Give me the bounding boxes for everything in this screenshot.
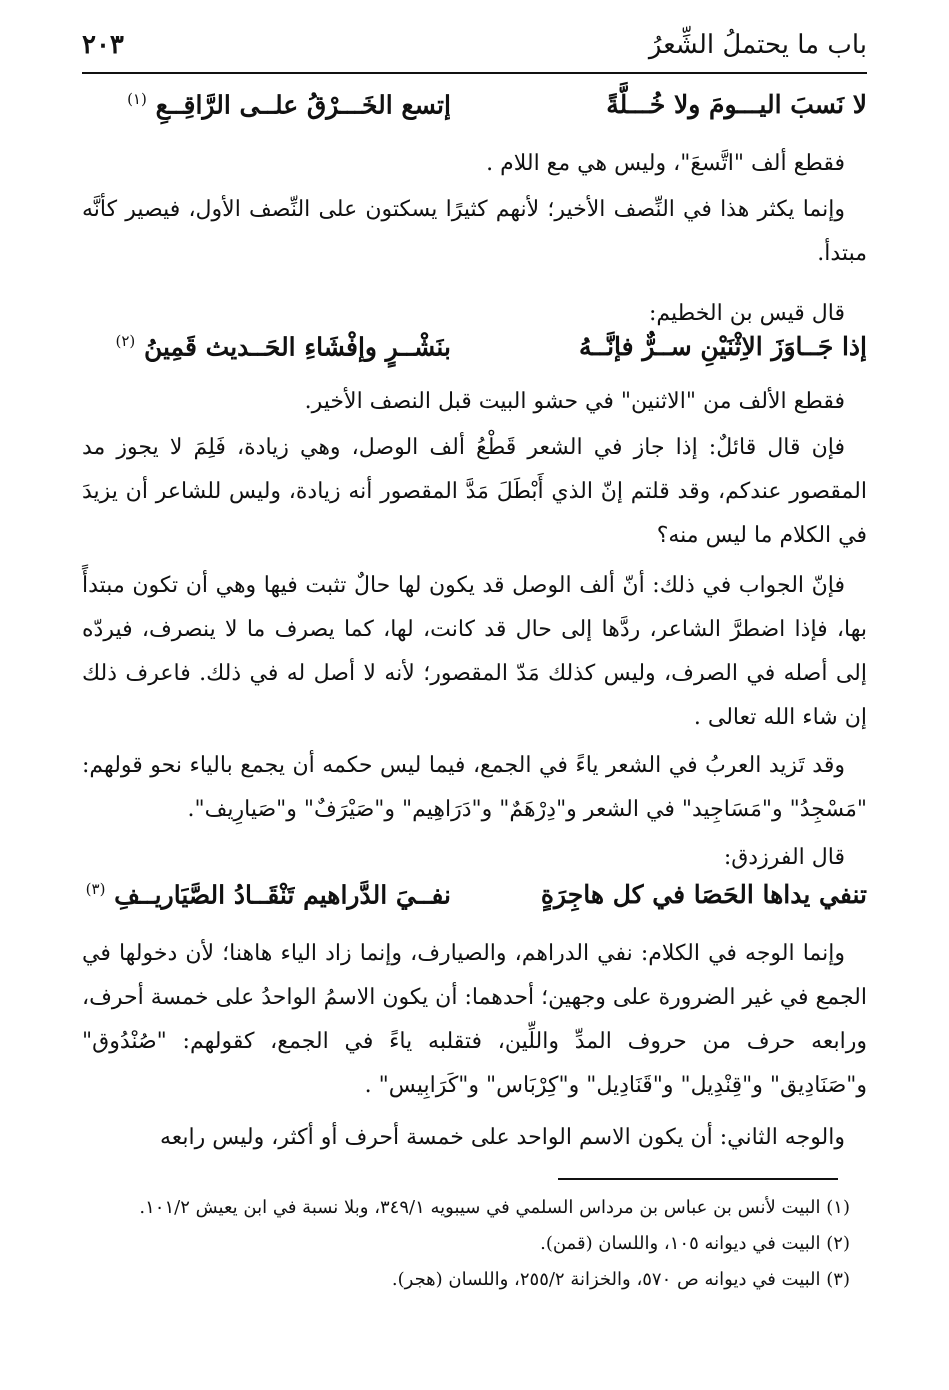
- paragraph: فإن قال قائلٌ: إذا جاز في الشعر قَطْعُ ألف الوصل، وهي زيادة، فَلِمَ لا يجوز مد المقصور عندكم، وقد قلتم إنّ الذي أَبْطَلَ مَدَّ المقصور أنه زيادة، وليس للشاعر أن يزيدَ في الكلام ما ليس منه؟: [82, 435, 867, 548]
- paragraph: فإنّ الجواب في ذلك: أنّ ألف الوصل قد يكون لها حالٌ تثبت فيها وهي أن تكون مبتدأً بها، فإذا اضطرَّ الشاعر، ردَّها إلى حال قد كانت، لها، كما يصرف ما لا ينصرف، فيردّه إلى أصله في الصرف، وليس كذلك مَدّ المقصور؛ لأنه لا أصل له في ذلك. فاعرف ذلك إن شاء الله تعالى .: [82, 573, 867, 730]
- footnote-1: (١) البيت لأنس بن عباس بن مرداس السلمي في سيبويه ٣٤٩/١، وبلا نسبة في ابن يعيش ١٠١/٢.: [139, 1197, 850, 1218]
- verse-3-first-hemistich: تنفي يداها الحَصَا في كل هاجِرَةٍ: [540, 880, 867, 910]
- paragraph: وإنما يكثر هذا في النِّصف الأخير؛ لأنهم كثيرًا يسكتون على النِّصف الأول، فيصير كأنَّه مبتدأ.: [82, 197, 867, 266]
- page-number: ٢٠٣: [82, 30, 124, 60]
- running-header: [82, 22, 867, 68]
- footnote-3: (٣) البيت في ديوانه ص ٥٧٠، والخزانة ٢٥٥/٢، واللسان (هجر).: [391, 1269, 850, 1290]
- header-rule: [82, 72, 867, 74]
- paragraph: فقطع الألف من "الاثنين" في حشو البيت قبل النصف الأخير.: [304, 389, 845, 414]
- footnote-rule: [558, 1178, 838, 1180]
- verse-2-second-hemistich: بنَشْــرٍ وإفْشَاءِ الحَــديث قَمِينُ: [143, 332, 451, 362]
- paragraph: وقد تَزيد العربُ في الشعر ياءً في الجمع، فيما ليس حكمه أن يجمع بالياء نحو قولهم: "مَسْجِدُ" و"مَسَاجِيد" في الشعر و"دِرْهَمٌ" و"دَرَاهِيم" و"صَيْرَفٌ" و"صَيارِيف".: [82, 753, 867, 822]
- paragraph: وإنما الوجه في الكلام: نفي الدراهم، والصيارف، وإنما زاد الياء هاهنا؛ لأن دخولها في الجمع في غير الضرورة على وجهين؛ أحدهما: أن يكون الاسمُ الواحدُ على خمسة أحرف، ورابعه حرف من حروف المدِّ واللِّين، فتقلبه ياءً في الجمع، كقولهم: "صُنْدُوق" و"صَنَادِيق" و"قِنْدِيل" و"قَنَادِيل" و"كِرْبَاس" و"كَرَابِيس" .: [82, 941, 867, 1098]
- verse-1-second-hemistich: إتسع الخَـــرْقُ علــى الرَّاقِــعِ: [155, 90, 451, 120]
- verse-2: [82, 332, 867, 361]
- verse-3-second-hemistich: نفــيَ الدَّراهيم تَنْقَــادُ الصَّيَاريــفِ: [114, 880, 451, 910]
- verse-1-first-hemistich: لا نَسبَ اليـــومَ ولا خُـــلَّةً: [606, 90, 867, 120]
- chapter-title: باب ما يحتملُ الشِّعرُ: [648, 30, 867, 60]
- poet-attribution: قال قيس بن الخطيم:: [648, 301, 845, 326]
- paragraph: فقطع ألف "اتَّسعَ"، وليس هي مع اللام .: [486, 151, 845, 176]
- verse-1: [82, 90, 867, 119]
- footnote-ref-2: (٢): [115, 332, 136, 350]
- verse-2-first-hemistich: إذا جَــاوَزَ الاِثْنَيْنِ ســرٌّ فإنَّــهُ: [579, 332, 867, 362]
- verse-3: [82, 880, 867, 909]
- poet-attribution: قال الفرزدق:: [723, 845, 845, 870]
- footnotes: [82, 1190, 850, 1298]
- footnote-ref-1: (١): [127, 90, 147, 108]
- paragraph: والوجه الثاني: أن يكون الاسم الواحد على خمسة أحرف أو أكثر، وليس رابعه: [159, 1125, 845, 1150]
- footnote-2: (٢) البيت في ديوانه ١٠٥، واللسان (قمن).: [540, 1233, 850, 1254]
- footnote-ref-3: (٣): [85, 880, 106, 898]
